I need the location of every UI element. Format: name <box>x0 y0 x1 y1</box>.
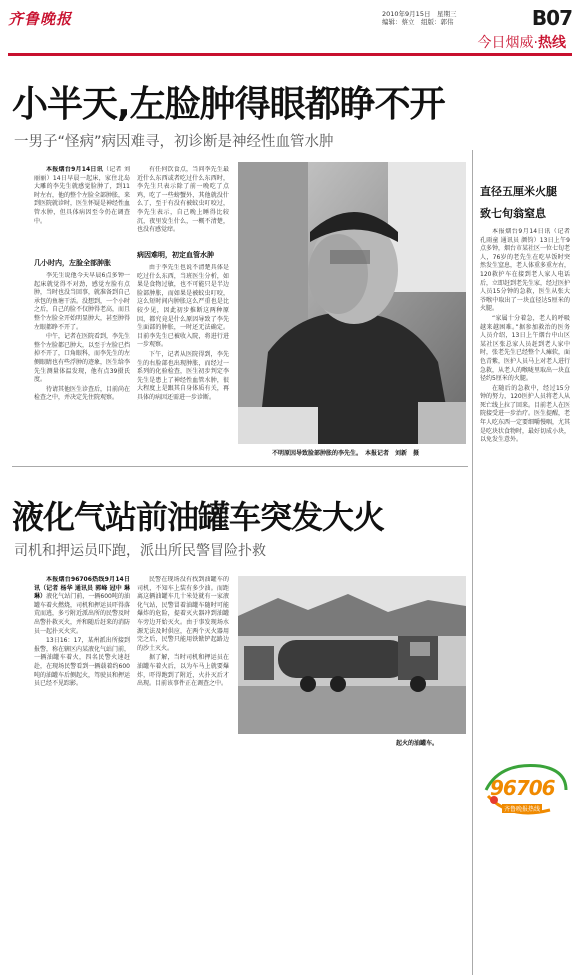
story2-para2: 13日16：17，某州派出所接到报警，称在辖区内某液化气站门前，一辆油罐车着火，四名民警火速赶赴，在现场民警看到一辆载着约600吨的油罐车后侧起火，驾驶员和押运员已经不见踪影。 <box>34 637 130 688</box>
story2-photo-caption: 起火的油罐车。 <box>396 740 439 747</box>
photo-illustration <box>238 162 466 444</box>
story1-col2-para2: 由于李先生也说不清楚具体是吃过什么东西，当班医生分析，如果是食物过敏，也不可能只是半边脸部肿胀，而如果是被蚊虫叮咬，这么短时间内肿胀这么严重也是比较少见，因此初步推断这两种原因，都究竟是什么原因导致了李先生面部的肿胀，一时还无法确定。目前李先生已被收入院，将进行进一步观察。 <box>137 264 229 349</box>
story1-crosshead1: 几小时内，左脸全部肿胀 <box>34 259 111 267</box>
masthead <box>8 8 572 28</box>
story1-col2-para1: 有任何饮食点，当问李先生最近什么东西或者吃过什么东西时，李先生只表示除了前一晚吃了点鸡，吃了一些螃蟹外，其他就没什么了，至于有没有被蚊虫叮咬过，李先生表示，自己晚上睡得比较沉，夜里发生什么，一概不清楚，也没有感觉痒。 <box>137 166 229 234</box>
story1-para4: 待请其他医生诊查后，目前尚在检查之中，并决定先住院观察。 <box>34 385 130 402</box>
story2-subhead: 司机和押运员吓跑，派出所民警冒险扑救 <box>14 543 266 559</box>
page-number: B07 <box>531 6 572 30</box>
story1-crosshead2: 病因难明，初定血管水肿 <box>137 251 214 259</box>
hotline-caption: 齐鲁晚报热线 <box>504 806 541 813</box>
section-prefix: 今日烟威 <box>477 35 534 51</box>
header-rule <box>8 53 572 56</box>
sidebar-lead: 本报烟台9月14日讯（记者 孔雨童 通讯员 颜钧）13日上午9点多钟，烟台市某社区一位七旬老人，76岁的老先生在吃早饭时突然发生窒息，老人体重多重左右，120救护车在接到老人家人电话后，立即赶到老先生家，经过医护人员15分钟的急救，医生从张大爷喉中取出了一块直径达5厘米的火腿。 <box>480 228 570 313</box>
story1-col2-para3: 下午，记者从医院得到，李先生的右脸部也出现肿胀，而经过一系列的化验检查，医生初步判定李先生是患上了神经性血管水肿，很大程度上是跟其自身体质有关，再具体的病因还需进一步诊断。 <box>137 350 229 401</box>
story1-para2: 李先生说他今天早晨6点多钟一起床就觉得不对劲，感觉左脸有点肿，当时也没当回事，就准备到自己承包的鱼塘干活。没想到，一个小时之后，自己的脸不仅肿得老高，而且整个左脸全开始明显肿大，甚至肿得左眼都睁不开了。 <box>34 272 130 331</box>
sidebar-para3: 在随后的急救中，经过15分钟的努力，120医护人员将老人从死亡线上拉了回来。目前老人在医院接受进一步治疗。医生提醒，老年人吃东西一定要细嚼慢咽，尤其是吃块状食物时，最好切成小块，以免发生意外。 <box>480 384 570 444</box>
newspaper-logo: 齐鲁晚报 <box>8 10 73 28</box>
sidebar-para2: “家属十分着急，老人的呼吸越来越困难。”据参加救治的医务人员介绍，13日上午烟台中山区某社区张总家人员赶到老人家中时，张老先生已经整个人瘫软，面色青紫，医护人员马上对老人进行急救，从老人的喉咙里取出一块直径约5厘米的火腿。 <box>480 314 570 383</box>
sidebar-body <box>480 228 570 758</box>
man-swollen-face-photo <box>238 162 466 444</box>
sidebar-headline2: 致七旬翁窒息 <box>480 207 546 220</box>
hotline-logo <box>480 760 572 822</box>
story1-col2-body <box>137 264 229 442</box>
sidebar-divider <box>472 150 473 975</box>
story-divider <box>12 466 468 467</box>
story2-col1 <box>34 576 130 764</box>
story1-photo-caption: 不明原因导致脸部肿胀的李先生。 本报记者 刘新 摄 <box>272 450 420 457</box>
section-suffix: 热线 <box>538 35 566 51</box>
story2-col2-para2: 据了解，当时司机和押运员在油罐车着火后，以为车马上就要爆炸，吓得跑到了附近，火扑灭后才出现。目前该事件正在调查之中。 <box>137 654 229 688</box>
story1-headline: 小半天,左脸肿得眼都睁不开 <box>12 84 445 125</box>
editor-credits: 编辑：蔡立 组版：郭伟 <box>382 18 454 26</box>
story2-col2 <box>137 576 229 764</box>
story2-headline: 液化气站前油罐车突发大火 <box>12 498 385 536</box>
issue-date: 2010年9月15日 星期三 <box>382 10 457 18</box>
story2-lead: 本报烟台96706热线9月14日讯（记者 杨华 通讯员 郭峰 冠中 琳琳）液化气站门前，一辆600吨的油罐车着火燃烧，司机和押运员吓得落荒而逃，多亏附近派出所的民警及时出警扑救灭火，并和随后赶来的消防员一起扑灭火灾。 <box>34 576 130 635</box>
tanker-fire-photo <box>238 576 466 734</box>
hotline-number: 96706 <box>490 776 555 800</box>
sidebar-headline1: 直径五厘米火腿 <box>480 185 557 198</box>
tanker-illustration <box>238 576 466 734</box>
story1-col2-top <box>137 166 229 248</box>
story1-para3: 中午，记者在医院看到，李先生整个左脸都已肿大，以至于左脸已挡掉不开了，口角眼科，而李先生的左侧眼睛也有些浮肿的迹象，医生给李先生测量体温发现，他有点39摄氏度。 <box>34 333 130 384</box>
section-bar <box>8 32 572 50</box>
story1-col1-body <box>34 272 130 442</box>
dateline <box>382 10 512 26</box>
story1-lead: 本报烟台9月14日讯（记者 刘丽丽）14日早晨一起床，家住北岛大雕的李先生就感觉脸肿了，到11时左右，他的整个左脸全部肿胀，来到医院就诊时，医生怀疑是神经性血管水肿，但具体病因至今仍在调查中。 <box>34 166 130 225</box>
story1-subhead: 一男子“怪病”病因难寻，初诊断是神经性血管水肿 <box>14 134 334 150</box>
story2-col2-para1: 民警在现场没有找到油罐车的司机，不知车上装有多少油。而距离这辆油罐车几十米处就有一家液化气站，民警冒着油罐车随时可能爆炸的危险，提着灭火器冲到油罐车旁边开始灭火。由于事发现场水源无法及时供应，在两个灭火器用完之后，民警只能用铁锨铲起路边的沙土灭火。 <box>137 576 229 652</box>
section-title: 今日烟威·热线 <box>477 35 566 51</box>
